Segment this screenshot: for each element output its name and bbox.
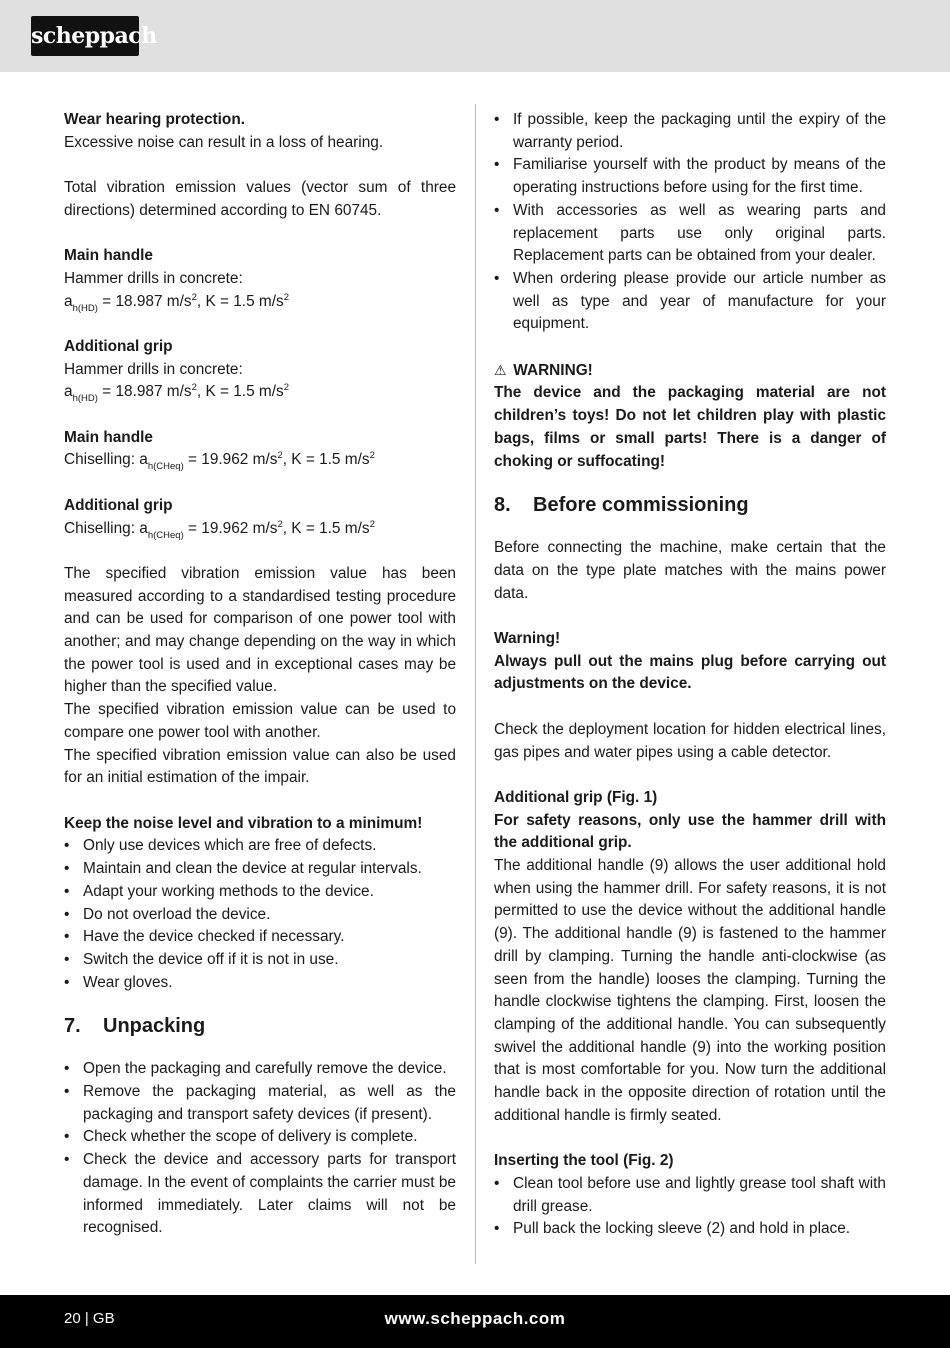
before-text: Before connecting the machine, make certain that the data on the type plate matches with the mains power data. bbox=[494, 539, 886, 602]
main-handle-chisel-value: Chiselling: $a_{h(CHeq)} = 19.962$ $m/s^2$, K = 1.5 $m/s^2$ bbox=[64, 450, 375, 473]
list-item: • Do not overload the device. bbox=[64, 904, 456, 927]
footer-bar bbox=[0, 1295, 950, 1348]
additional-grip-chisel-value: Chiselling: $a_{h(CHeq)} = 19.962$ $m/s^2$, K = 1.5 $m/s^2$ bbox=[64, 518, 375, 541]
specified-paragraph-3: The specified vibration emission value can also be used for an initial estimation of the impair. bbox=[64, 746, 456, 787]
tool-title: Inserting the tool (Fig. 2) bbox=[494, 1152, 674, 1170]
header-bar bbox=[0, 0, 950, 72]
warning-text: The device and the packaging material are not children’s toys! Do not let children play with plastic bags, films or small parts! There is a danger of choking or suffocating! bbox=[494, 384, 886, 470]
additional-grip-value: $a_{h(HD)} = 18.987$ $m/s^2$, K = 1.5 $m/s^2$ bbox=[64, 382, 290, 405]
minimum-title: Keep the noise level and vibration to a minimum! bbox=[64, 814, 423, 832]
list-item: • Only use devices which are free of defects. bbox=[64, 835, 456, 858]
main-handle-value: $a_{h(HD)} = 18.987$ $m/s^2$, K = 1.5 $m/s^2$ bbox=[64, 291, 290, 314]
list-item: • Adapt your working methods to the device. bbox=[64, 881, 456, 904]
main-handle-chisel-title: Main handle bbox=[64, 428, 153, 446]
list-item: • Clean tool before use and lightly grease tool shaft with drill grease. bbox=[494, 1173, 886, 1218]
list-item: • Pull back the locking sleeve (2) and hold in place. bbox=[494, 1218, 886, 1241]
warning2-title: Warning! bbox=[494, 630, 561, 648]
specified-paragraph-2: The specified vibration emission value can be used to compare one power tool with another. bbox=[64, 701, 456, 741]
additional-grip-chisel-title: Additional grip bbox=[64, 496, 173, 514]
warning-heading: ⚠ WARNING! bbox=[494, 359, 886, 383]
list-item: • Have the device checked if necessary. bbox=[64, 926, 456, 949]
specified-paragraph-1: The specified vibration emission value has been measured according to a standardised testing procedure and can be used for comparison of one power tool with another; and may change depending on the way in which the power tool is used and in exceptional cases may be higher than the specified value. bbox=[64, 564, 456, 696]
hearing-text: Excessive noise can result in a loss of hearing. bbox=[64, 133, 384, 151]
grip-title: Additional grip (Fig. 1) bbox=[494, 788, 658, 806]
list-item: • Maintain and clean the device at regular intervals. bbox=[64, 858, 456, 881]
section-7-heading: 7. Unpacking bbox=[64, 1015, 206, 1038]
additional-grip-title: Additional grip bbox=[64, 337, 173, 355]
list-item: • Open the packaging and carefully remove the device. bbox=[64, 1058, 456, 1081]
list-item: • If possible, keep the packaging until the expiry of the warranty period. bbox=[494, 109, 886, 154]
packaging-list bbox=[494, 109, 886, 336]
left-column bbox=[64, 109, 456, 1240]
list-item: • Check the device and accessory parts for transport damage. In the event of complaints the carrier must be informed immediately. Later claims will not be recognised. bbox=[64, 1149, 456, 1240]
hearing-title: Wear hearing protection. bbox=[64, 111, 246, 128]
column-divider bbox=[475, 104, 476, 1264]
warning2-text: Always pull out the mains plug before carrying out adjustments on the device. bbox=[494, 652, 886, 693]
list-item: • When ordering please provide our article number as well as type and year of manufacture for your equipment. bbox=[494, 268, 886, 336]
additional-grip-line: Hammer drills in concrete: bbox=[64, 360, 243, 378]
minimum-list bbox=[64, 835, 456, 994]
unpacking-list bbox=[64, 1058, 456, 1240]
list-item: • Remove the packaging material, as well as the packaging and transport safety devices (if present). bbox=[64, 1081, 456, 1126]
page-number: 20 | GB bbox=[64, 1310, 115, 1327]
list-item: • Familiarise yourself with the product by means of the operating instructions before using for the first time. bbox=[494, 154, 886, 199]
vibration-intro: Total vibration emission values (vector sum of three directions) determined according to EN 60745. bbox=[64, 179, 456, 219]
grip-text: The additional handle (9) allows the user additional hold when using the hammer drill. For safety reasons, it is not permitted to use the device without the additional handle (9). The additional handle (9) is fastened to the hammer drill by clamping. Turning the handle anti-clockwise (as seen from the handle) looses the clamping. Turning the handle clockwise tightens the clamping. First, loosen the clamping of the additional handle. You can subsequently swivel the additional handle (9) into the working position that is most comfortable for you. Now turn the additional handle back in the opposite direction of rotation until the additional handle is firmly seated. bbox=[494, 857, 886, 1124]
warning-triangle-icon: ⚠ bbox=[494, 361, 507, 378]
list-item: • With accessories as well as wearing parts and replacement parts use only original parts. Replacement parts can be obtained from your dealer. bbox=[494, 200, 886, 268]
main-handle-title: Main handle bbox=[64, 247, 153, 265]
scheppach-logo: scheppach bbox=[31, 16, 139, 56]
list-item: • Switch the device off if it is not in use. bbox=[64, 949, 456, 972]
section-8-heading: 8. Before commissioning bbox=[494, 494, 749, 517]
main-handle-line: Hammer drills in concrete: bbox=[64, 269, 243, 287]
website-link[interactable]: www.scheppach.com bbox=[384, 1309, 566, 1328]
tool-list bbox=[494, 1173, 886, 1241]
list-item: • Wear gloves. bbox=[64, 972, 456, 995]
deployment-text: Check the deployment location for hidden electrical lines, gas pipes and water pipes using a cable detector. bbox=[494, 720, 886, 761]
grip-bold-text: For safety reasons, only use the hammer drill with the additional grip. bbox=[494, 811, 886, 852]
list-item: • Check whether the scope of delivery is complete. bbox=[64, 1126, 456, 1149]
right-column bbox=[494, 109, 886, 1241]
